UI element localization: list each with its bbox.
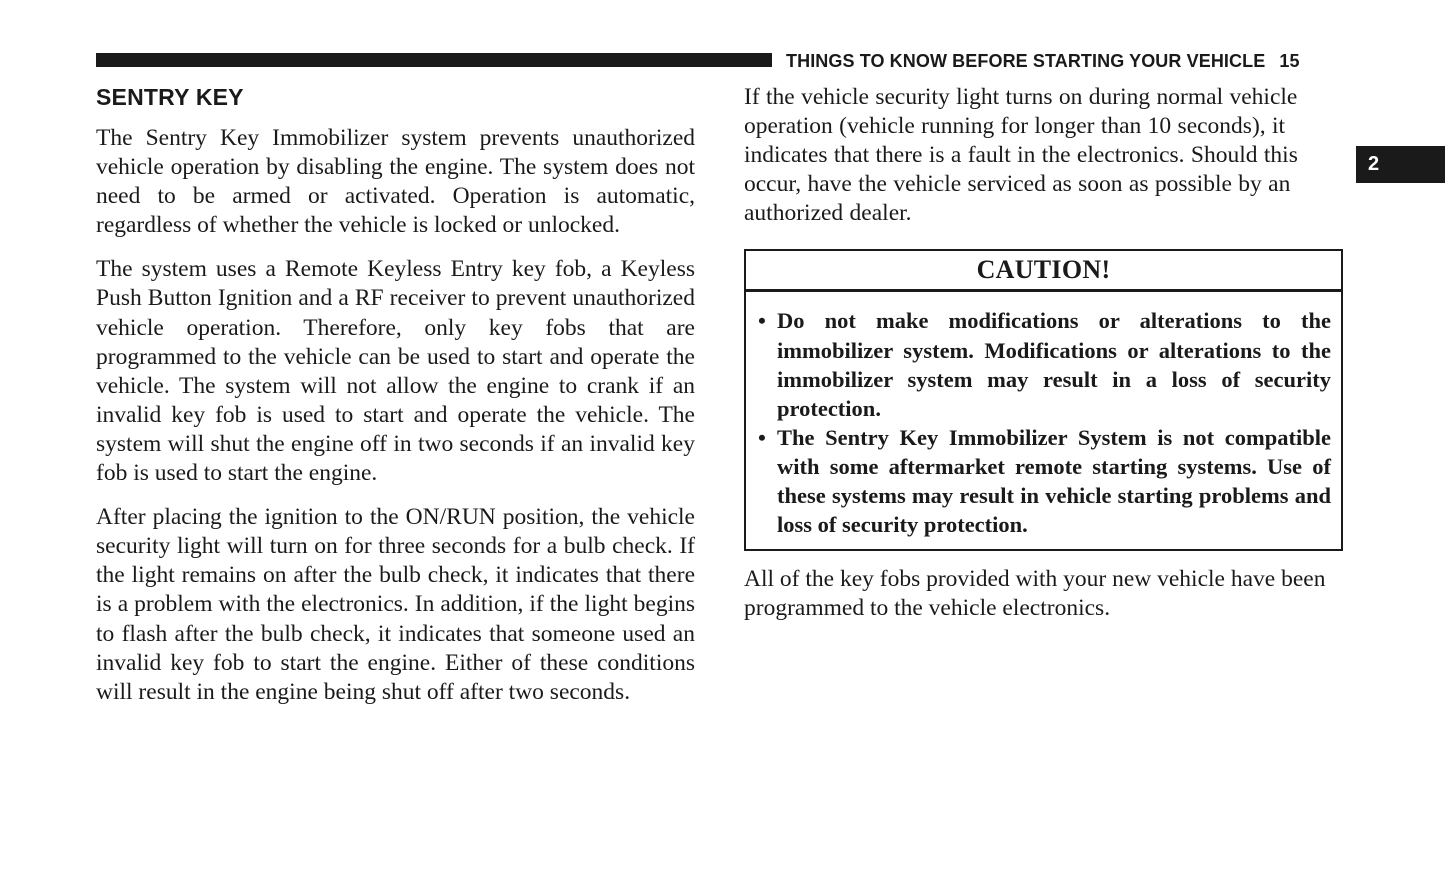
caution-title: CAUTION!: [746, 251, 1341, 292]
paragraph-fault-indication: If the vehicle security light turns on during normal vehicle operation (vehicle running for longer than 10 seconds), it indicates that there is a fault in the electronics. Should this occur, have the vehicle serviced as soon as possible by an authorized dealer.: [744, 84, 1298, 227]
paragraph-key-fobs-programmed: All of the key fobs provided with your new vehicle have been programmed to the vehicle electronics.: [744, 566, 1326, 622]
paragraph-system-components: The system uses a Remote Keyless Entry key fob, a Keyless Push Button Ignition and a RF receiver to prevent unauthorized vehicle operation. Therefore, only key fobs that are programmed to the vehicle can be used to start and operate the vehicle. The system will not allow the engine to crank if an invalid key fob is used to start and operate the vehicle. The system will shut the engine off in two seconds if an invalid key fob is used to start the engine.: [96, 256, 695, 487]
running-header: [786, 50, 1346, 72]
header-rule: [96, 53, 772, 67]
paragraph-security-light-check: After placing the ignition to the ON/RUN position, the vehicle security light will turn on for three seconds for a bulb check. If the light remains on after the bulb check, it indicates that there is a problem with the electronics. In addition, if the light begins to flash after the bulb check, it indicates that someone used an invalid key fob to start the engine. Either of these conditions will result in the engine being shut off after two seconds.: [96, 504, 695, 705]
paragraph-immobilizer-overview: The Sentry Key Immobilizer system prevents unauthorized vehicle operation by disabling the engine. The system does not need to be armed or activated. Operation is automatic, regardless of whether the vehicle is locked or unlocked.: [96, 125, 695, 239]
caution-box: [744, 249, 1343, 551]
page-number: 15: [1279, 51, 1300, 71]
caution-item: • Do not make modifications or alterations to the immobilizer system. Modifications or alterations to the immobilizer system may result in a loss of security protection.: [758, 306, 1331, 422]
caution-item: • The Sentry Key Immobilizer System is not compatible with some aftermarket remote starting systems. Use of these systems may result in vehicle starting problems and loss of security protection.: [758, 423, 1331, 539]
left-column: [96, 83, 695, 722]
section-header-title: THINGS TO KNOW BEFORE STARTING YOUR VEHICLE: [786, 51, 1266, 71]
caution-list: [746, 292, 1341, 549]
section-heading: SENTRY KEY: [96, 84, 244, 110]
right-column: [744, 83, 1343, 638]
chapter-tab: 2: [1356, 146, 1445, 183]
